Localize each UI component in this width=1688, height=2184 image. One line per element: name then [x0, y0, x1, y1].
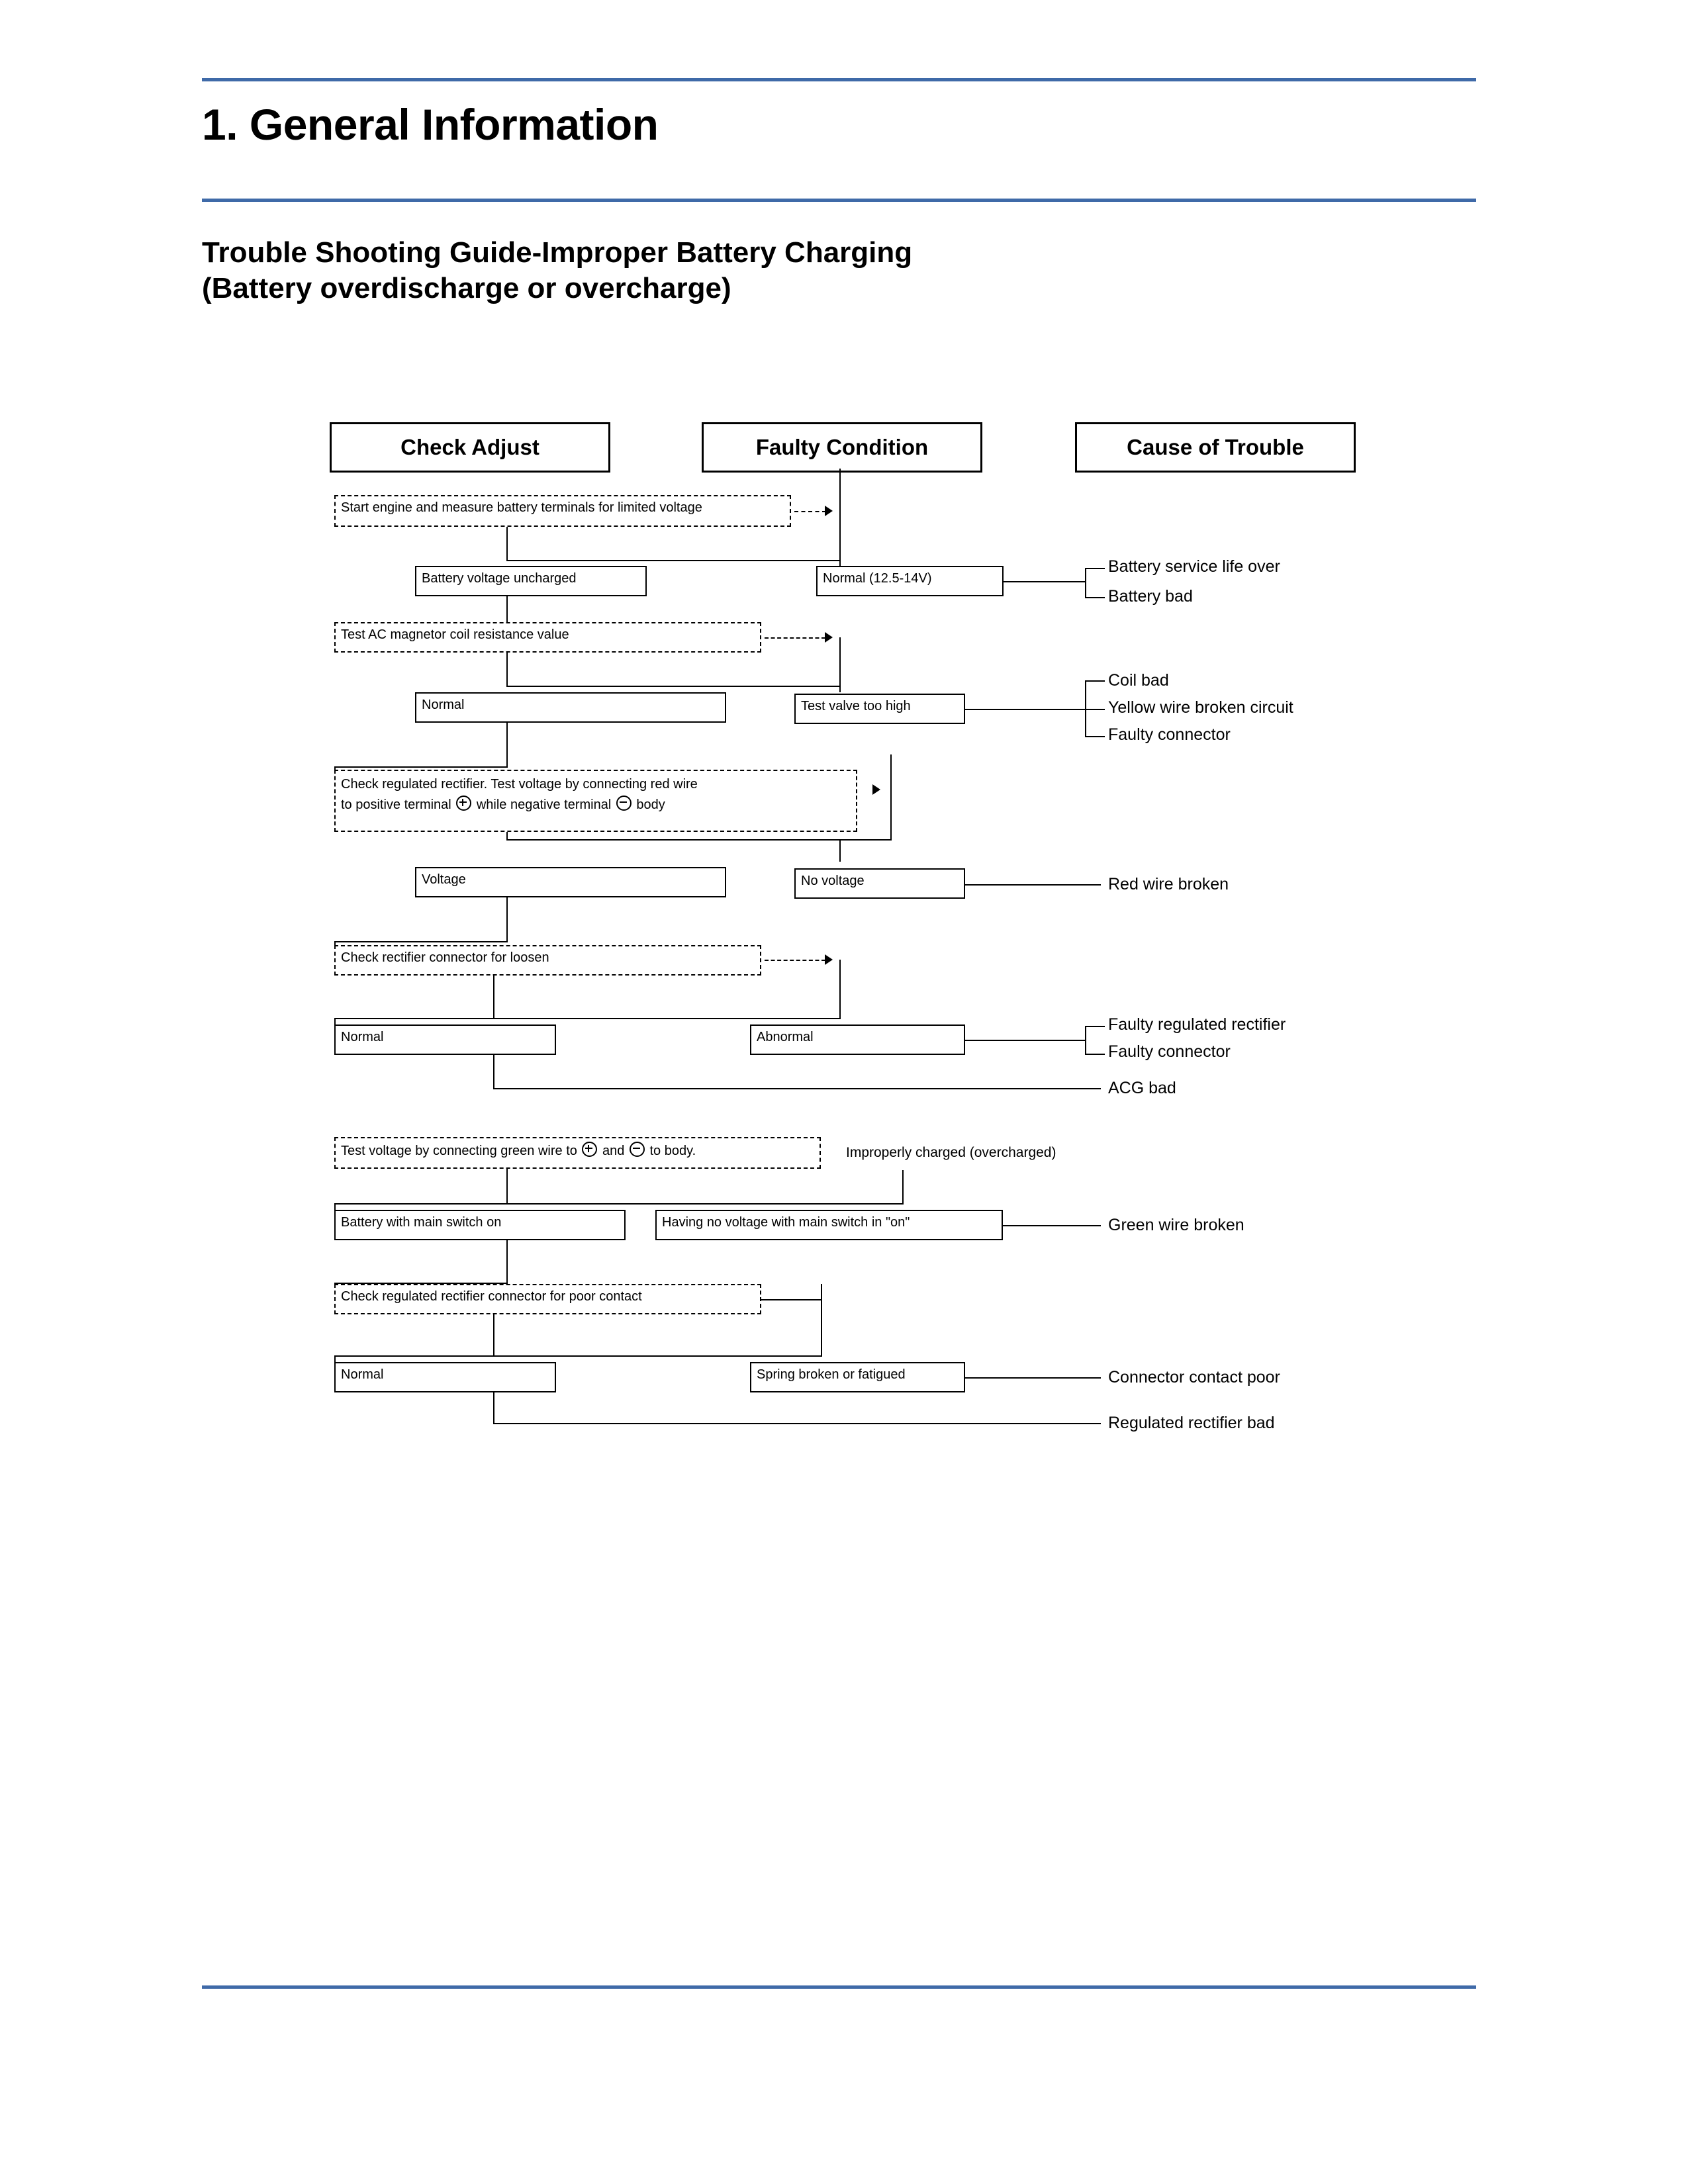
note-improperly-charged: Improperly charged (overcharged)	[846, 1145, 1056, 1160]
step-box-start-engine: Start engine and measure battery terminals for limited voltage	[334, 495, 791, 527]
connector-line	[506, 897, 508, 942]
step-box-battery-with-main-switch-on: Battery with main switch on	[334, 1210, 626, 1240]
cause-coil-bad: Coil bad	[1108, 671, 1169, 690]
step-box-voltage: Voltage	[415, 867, 726, 897]
arrow-head	[825, 632, 833, 643]
plus-terminal-icon	[456, 796, 471, 811]
section-title-line-2: (Battery overdischarge or overcharge)	[202, 271, 731, 304]
connector-line	[334, 941, 508, 942]
connector-line	[1085, 709, 1105, 710]
connector-line	[965, 1040, 1086, 1041]
connector-line	[1085, 1054, 1105, 1055]
connector-line	[1085, 1026, 1086, 1055]
cause-faulty-connector-2: Faulty connector	[1108, 1042, 1231, 1061]
step-box-test-green-wire	[334, 1137, 821, 1169]
step-box-test-ac-magnetor: Test AC magnetor coil resistance value	[334, 622, 761, 653]
test-green-wire-text-a: Test voltage by connecting green wire to	[341, 1144, 581, 1158]
cause-battery-bad: Battery bad	[1108, 587, 1193, 606]
step-box-spring-broken: Spring broken or fatigued	[750, 1362, 965, 1392]
connector-line	[1085, 568, 1086, 598]
connector-line	[1085, 568, 1105, 569]
connector-line	[334, 1355, 822, 1357]
dashed-arrow-line	[765, 960, 825, 961]
cause-acg-bad: ACG bad	[1108, 1079, 1176, 1097]
plus-terminal-icon	[582, 1142, 597, 1157]
connector-line	[493, 1423, 1101, 1424]
minus-terminal-icon	[616, 796, 632, 811]
connector-line	[493, 1088, 1101, 1089]
connector-line	[493, 1314, 494, 1357]
step-box-normal-1: Normal	[415, 692, 726, 723]
step-box-normal-2: Normal	[334, 1024, 556, 1055]
connector-line	[1085, 597, 1105, 598]
connector-line	[890, 754, 892, 841]
cause-connector-contact-poor: Connector contact poor	[1108, 1368, 1280, 1387]
cause-red-wire-broken: Red wire broken	[1108, 875, 1229, 893]
step-box-check-regulated-rectifier	[334, 770, 857, 832]
connector-line	[1004, 581, 1086, 582]
cause-yellow-wire-broken: Yellow wire broken circuit	[1108, 698, 1293, 717]
step-box-having-no-voltage: Having no voltage with main switch in "on"	[655, 1210, 1003, 1240]
connector-line	[506, 723, 508, 768]
connector-line	[493, 1055, 494, 1089]
connector-line	[1085, 680, 1105, 682]
connector-line	[965, 1377, 1101, 1379]
check-regulated-rectifier-line-2c: body	[632, 797, 665, 812]
connector-line	[506, 653, 508, 687]
connector-line	[506, 839, 892, 841]
connector-line	[493, 1392, 494, 1424]
connector-line	[334, 766, 508, 768]
column-header-cause-of-trouble: Cause of Trouble	[1075, 422, 1356, 473]
cause-faulty-regulated-rectifier: Faulty regulated rectifier	[1108, 1015, 1286, 1034]
test-green-wire-text-c: to body.	[645, 1144, 696, 1158]
connector-line	[965, 709, 1086, 710]
connector-line	[506, 686, 841, 687]
step-box-test-valve-too-high: Test valve too high	[794, 694, 965, 724]
connector-line	[506, 527, 508, 561]
connector-line	[839, 637, 841, 692]
cause-green-wire-broken: Green wire broken	[1108, 1216, 1244, 1234]
step-box-check-rectifier-poor-contact: Check regulated rectifier connector for poor contact	[334, 1284, 761, 1314]
test-green-wire-text-b: and	[598, 1144, 628, 1158]
column-header-check-adjust: Check Adjust	[330, 422, 610, 473]
dashed-arrow-line	[794, 511, 826, 512]
connector-line	[334, 1018, 841, 1019]
connector-line	[839, 960, 841, 1019]
connector-line	[506, 832, 508, 840]
column-header-faulty-condition: Faulty Condition	[702, 422, 982, 473]
dashed-arrow-line	[765, 637, 825, 639]
minus-terminal-icon	[630, 1142, 645, 1157]
connector-line	[761, 1299, 822, 1300]
step-box-normal-voltage: Normal (12.5-14V)	[816, 566, 1004, 596]
arrow-head	[825, 506, 833, 516]
cause-battery-service-life-over: Battery service life over	[1108, 557, 1280, 576]
page-title: 1. General Information	[202, 100, 659, 149]
step-box-normal-3: Normal	[334, 1362, 556, 1392]
cause-regulated-rectifier-bad: Regulated rectifier bad	[1108, 1414, 1275, 1432]
connector-line	[821, 1284, 822, 1357]
step-box-check-rectifier-connector: Check rectifier connector for loosen	[334, 945, 761, 976]
arrow-head	[825, 954, 833, 965]
step-box-abnormal: Abnormal	[750, 1024, 965, 1055]
cause-faulty-connector-1: Faulty connector	[1108, 725, 1231, 744]
connector-line	[902, 1170, 904, 1205]
connector-line	[506, 1240, 508, 1284]
connector-line	[493, 976, 494, 1019]
connector-line	[506, 1203, 904, 1205]
connector-line	[1003, 1225, 1101, 1226]
section-title-line-1: Trouble Shooting Guide-Improper Battery Charging	[202, 236, 913, 269]
check-regulated-rectifier-line-2b: while negative terminal	[473, 797, 615, 812]
connector-line	[965, 884, 1101, 886]
connector-line	[506, 560, 841, 561]
check-regulated-rectifier-line-2a: to positive terminal	[341, 797, 455, 812]
check-regulated-rectifier-line-1: Check regulated rectifier. Test voltage by connecting red wire	[341, 777, 698, 792]
connector-line	[334, 1203, 508, 1205]
connector-line	[1085, 1026, 1105, 1027]
footer-rule	[202, 1985, 1476, 1989]
step-box-no-voltage: No voltage	[794, 868, 965, 899]
arrow-head	[872, 784, 880, 795]
connector-line	[839, 839, 841, 862]
connector-line	[506, 1169, 508, 1205]
connector-line	[1085, 736, 1105, 737]
step-box-battery-voltage-uncharged: Battery voltage uncharged	[415, 566, 647, 596]
